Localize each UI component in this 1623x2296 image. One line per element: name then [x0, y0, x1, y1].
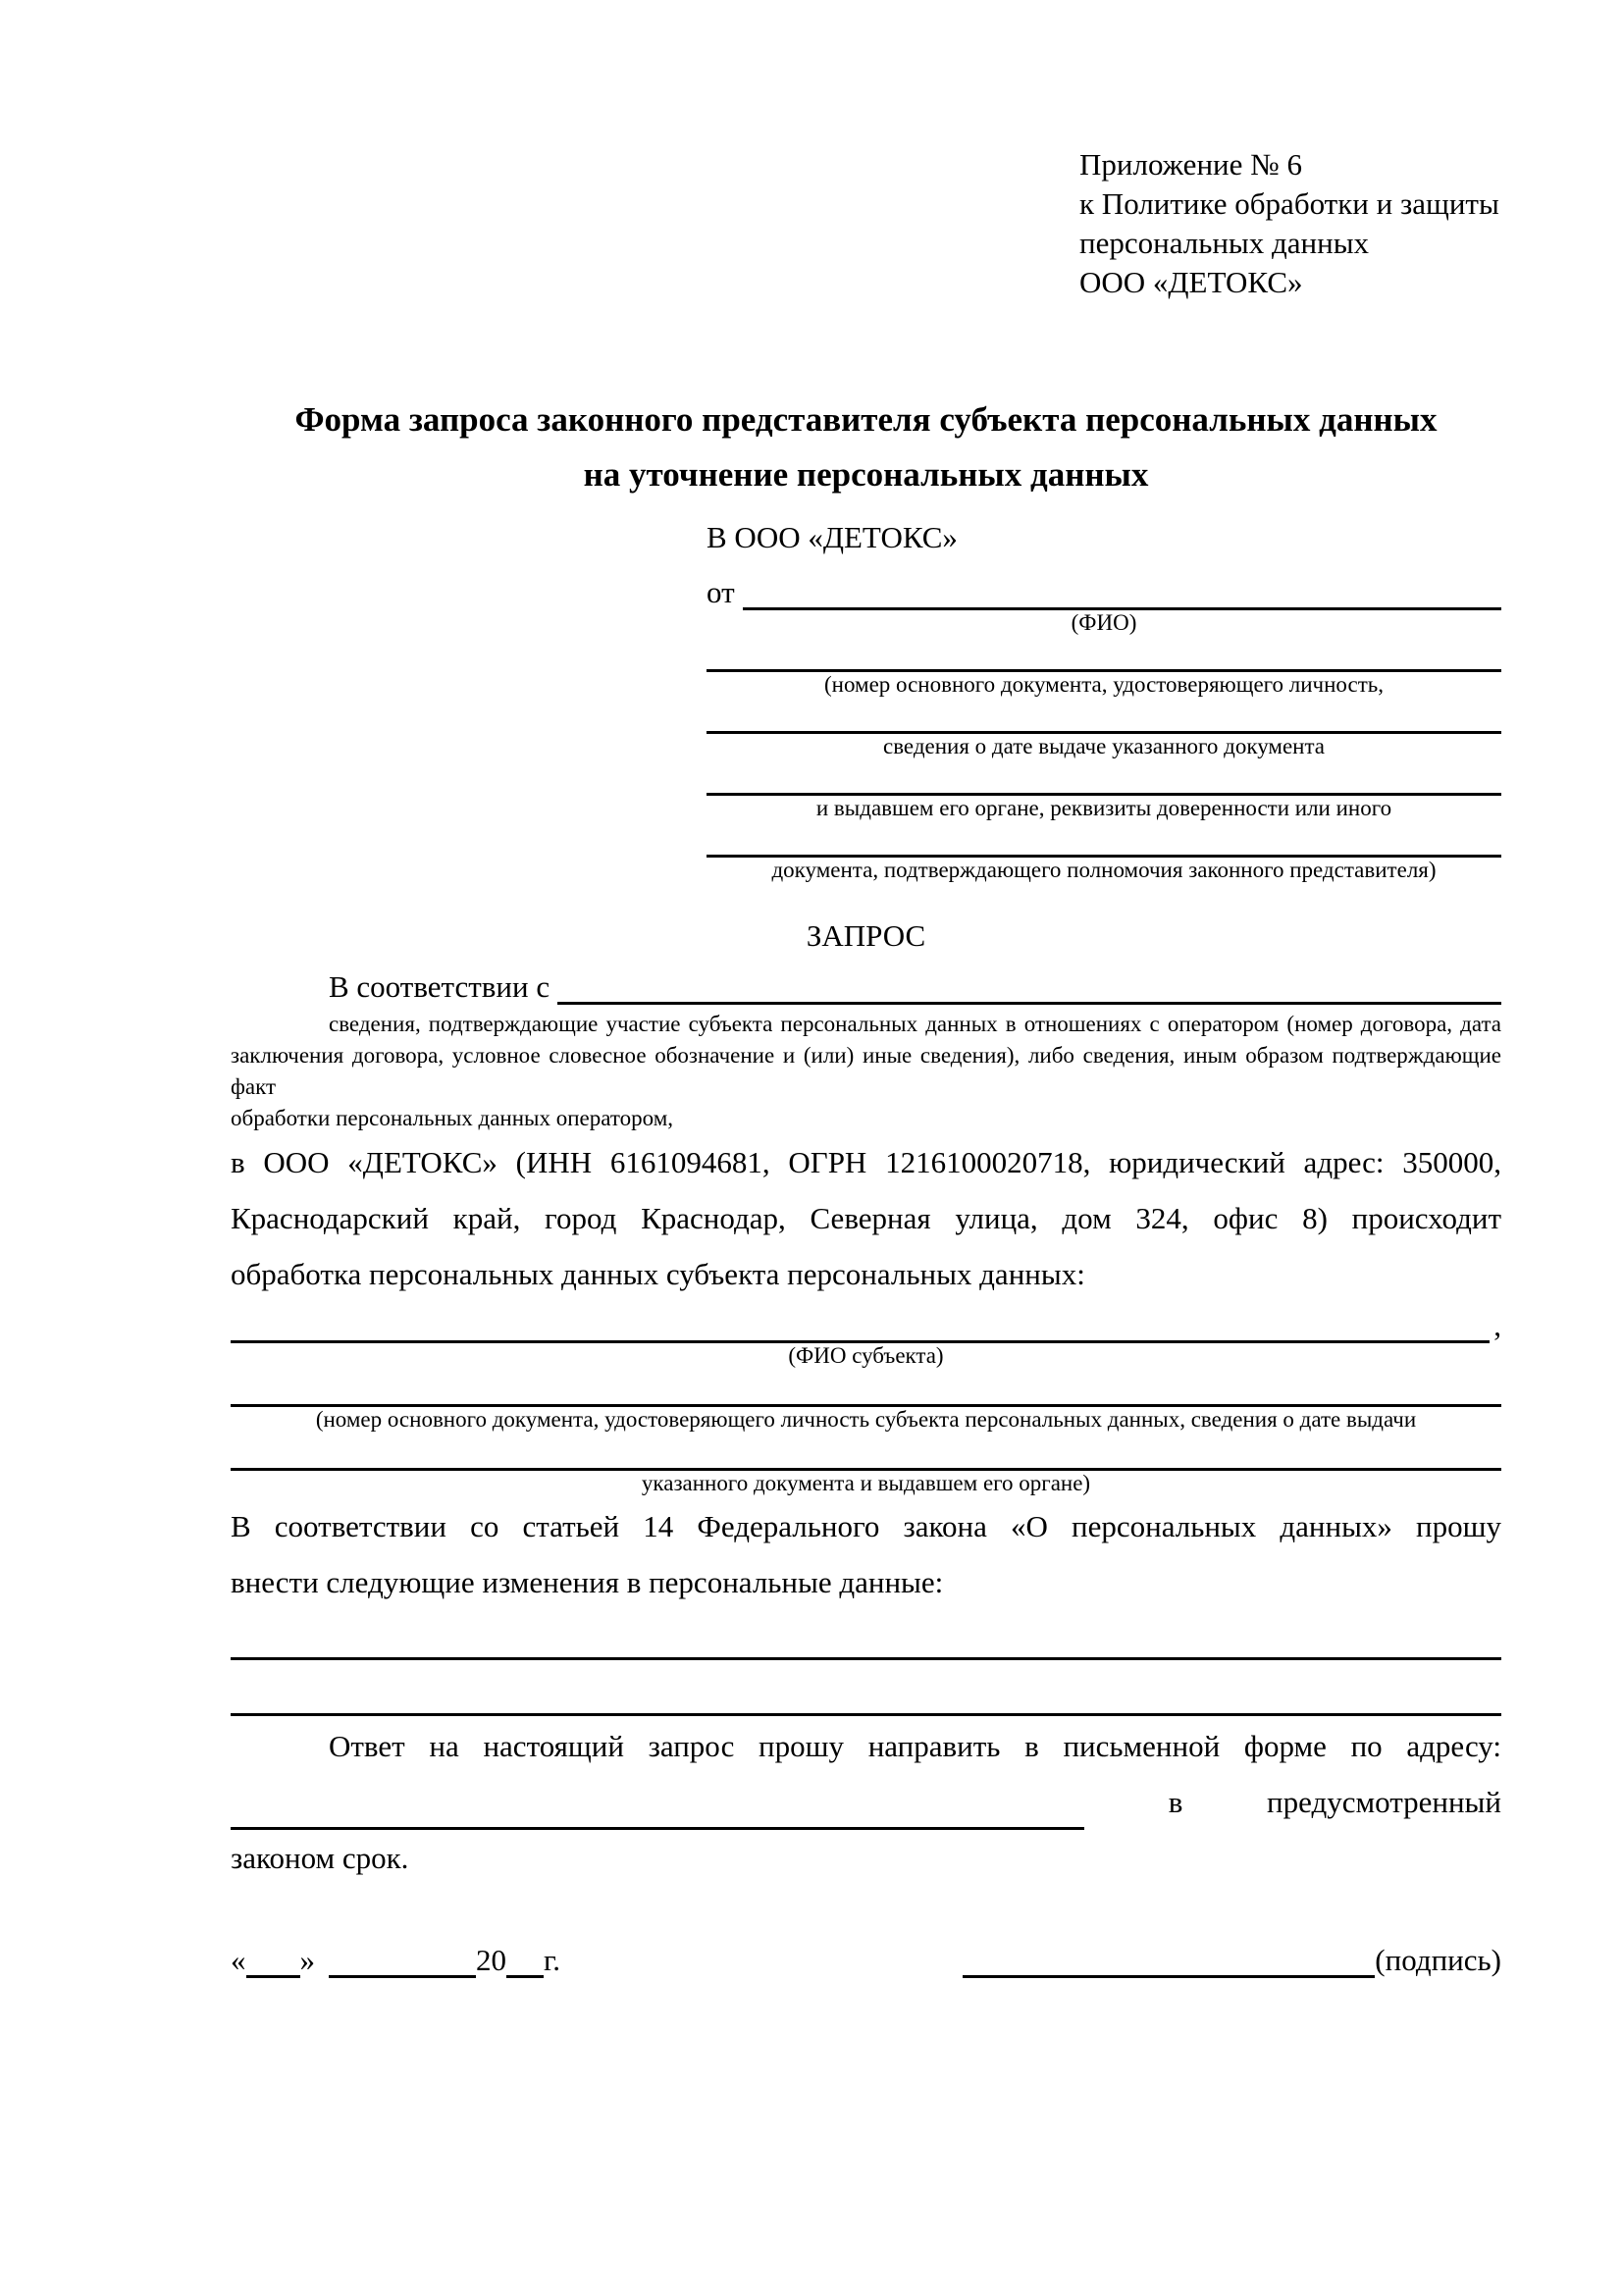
appendix-block — [1079, 145, 1501, 302]
from-fill-line — [743, 601, 1501, 610]
from-row — [707, 567, 1501, 610]
close-quote: » — [299, 1943, 315, 1977]
intro-row — [231, 962, 1501, 1005]
id-blank-line-2 — [707, 698, 1501, 734]
statement-line-2: внести следующие изменения в персональные данные: — [231, 1565, 944, 1599]
answer-word-v: в — [1168, 1785, 1183, 1819]
request-heading: ЗАПРОС — [806, 918, 926, 953]
answer-line-1: Ответ на настоящий запрос прошу направить в письменной форме по адресу: — [329, 1729, 1501, 1763]
id-blank-line-1 — [707, 636, 1501, 672]
statement-line-1: В соответствии со статьей 14 Федерального закона «О персональных данных» прошу — [231, 1509, 1501, 1543]
form-title — [231, 392, 1501, 502]
changes-blank-line-2 — [231, 1660, 1501, 1716]
appendix-line: персональных данных — [1079, 226, 1370, 260]
answer-word-predusmotrenny: предусмотренный — [1267, 1785, 1501, 1819]
statement-paragraph — [231, 1498, 1501, 1610]
subject-fio-line — [231, 1334, 1490, 1343]
date-group — [231, 1943, 560, 1978]
operator-paragraph — [231, 1134, 1501, 1302]
appendix-line: Приложение № 6 — [1079, 147, 1302, 182]
appendix-line: ООО «ДЕТОКС» — [1079, 265, 1303, 299]
subject-doc-caption-2: указанного документа и выдавшем его органе) — [641, 1471, 1091, 1495]
note-block — [231, 1009, 1501, 1134]
fio-caption: (ФИО) — [1071, 610, 1137, 635]
signature-group — [963, 1943, 1501, 1978]
intro-fill-line — [557, 996, 1501, 1005]
from-label: от — [707, 575, 735, 609]
year-suffix: г. — [544, 1943, 560, 1977]
intro-label: В соответствии с — [329, 969, 550, 1004]
subject-doc-line-1 — [231, 1369, 1501, 1407]
recipient-line: В ООО «ДЕТОКС» — [707, 520, 958, 554]
subject-fio-comma: , — [1493, 1308, 1501, 1342]
addressee-block — [707, 518, 1501, 883]
subject-doc-caption-1: (номер основного документа, удостоверяющего личность субъекта персональных данных, сведения о дате выдачи — [315, 1407, 1417, 1432]
id-caption-3: и выдавшем его органе, реквизиты доверенности или иного — [815, 796, 1392, 820]
footer-row — [231, 1943, 1501, 1978]
form-title-line-1: Форма запроса законного представителя субъекта персональных данных — [294, 400, 1438, 439]
month-blank-line — [329, 1969, 476, 1978]
year-blank-line — [506, 1969, 544, 1978]
operator-line-3: обработка персональных данных субъекта персональных данных: — [231, 1257, 1085, 1291]
id-caption-4: документа, подтверждающего полномочия законного представителя) — [771, 858, 1437, 882]
answer-paragraph — [231, 1718, 1501, 1886]
subject-fio-caption: (ФИО субъекта) — [788, 1343, 944, 1368]
id-caption-2: сведения о дате выдаче указанного документа — [882, 734, 1326, 758]
answer-line-3: законом срок. — [231, 1841, 409, 1875]
subject-doc-line-2 — [231, 1433, 1501, 1471]
id-blank-line-4 — [707, 821, 1501, 858]
operator-line-2: Краснодарский край, город Краснодар, Северная улица, дом 324, офис 8) происходит — [231, 1201, 1501, 1235]
open-quote: « — [231, 1943, 246, 1977]
year-prefix: 20 — [476, 1943, 506, 1977]
subject-fio-row — [231, 1310, 1501, 1343]
address-fill-line — [231, 1821, 1084, 1830]
id-blank-line-3 — [707, 759, 1501, 796]
operator-line-1: в ООО «ДЕТОКС» (ИНН 6161094681, ОГРН 1216100020718, юридический адрес: 350000, — [231, 1145, 1501, 1179]
signature-caption: (подпись) — [1375, 1943, 1501, 1977]
day-blank-line — [246, 1969, 300, 1978]
form-title-line-2: на уточнение персональных данных — [583, 455, 1149, 494]
note-line-1: сведения, подтверждающие участие субъекта персональных данных в отношениях с оператором (номер договора, дата — [329, 1012, 1501, 1036]
answer-address-row — [231, 1774, 1501, 1830]
note-line-2: заключения договора, условное словесное обозначение и (или) иные сведения), либо сведения, иным образом подтверждающие факт — [231, 1043, 1501, 1099]
changes-blank-line-1 — [231, 1618, 1501, 1660]
id-caption-1: (номер основного документа, удостоверяющего личность, — [823, 672, 1384, 697]
note-line-3: обработки персональных данных оператором, — [231, 1106, 673, 1130]
appendix-line: к Политике обработки и защиты — [1079, 186, 1499, 221]
signature-line — [963, 1969, 1375, 1978]
